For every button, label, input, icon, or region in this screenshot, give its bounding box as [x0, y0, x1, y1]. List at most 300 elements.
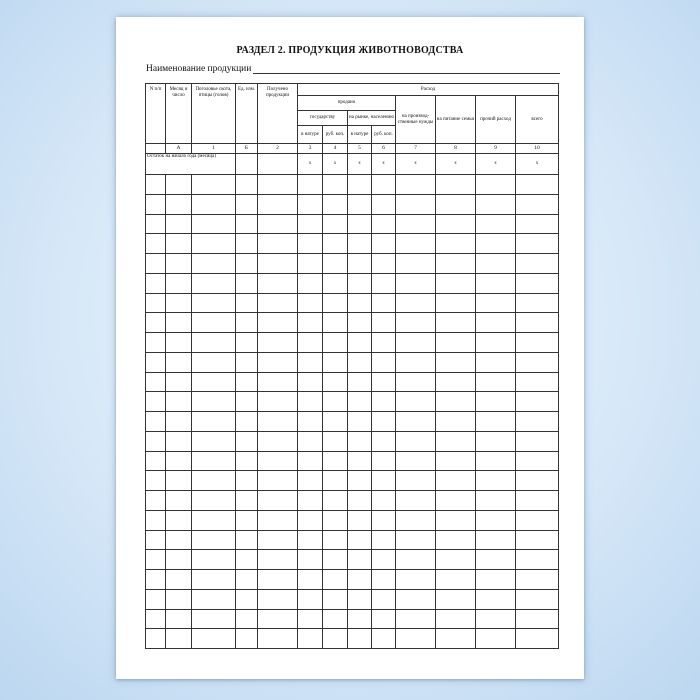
table-cell[interactable]: [372, 293, 396, 313]
table-cell[interactable]: [348, 609, 372, 629]
table-cell[interactable]: [436, 313, 476, 333]
table-cell[interactable]: [476, 214, 516, 234]
table-cell[interactable]: [436, 589, 476, 609]
table-cell[interactable]: [476, 372, 516, 392]
table-cell[interactable]: [516, 333, 559, 353]
table-cell[interactable]: [323, 589, 348, 609]
table-cell[interactable]: [258, 273, 298, 293]
table-cell[interactable]: [516, 392, 559, 412]
table-cell[interactable]: [476, 629, 516, 649]
table-cell[interactable]: [372, 431, 396, 451]
table-cell[interactable]: [348, 214, 372, 234]
table-cell[interactable]: [258, 491, 298, 511]
table-cell[interactable]: [372, 313, 396, 333]
table-cell[interactable]: [236, 629, 258, 649]
table-cell[interactable]: [516, 431, 559, 451]
table-cell[interactable]: [436, 352, 476, 372]
table-cell[interactable]: [348, 293, 372, 313]
table-cell[interactable]: [372, 471, 396, 491]
table-cell[interactable]: [258, 629, 298, 649]
table-cell[interactable]: [298, 273, 323, 293]
table-cell[interactable]: [348, 451, 372, 471]
table-cell[interactable]: [192, 372, 236, 392]
table-cell[interactable]: [236, 293, 258, 313]
table-cell[interactable]: [372, 510, 396, 530]
table-cell[interactable]: [298, 589, 323, 609]
table-cell[interactable]: [323, 570, 348, 590]
table-cell[interactable]: [396, 333, 436, 353]
table-cell[interactable]: [372, 234, 396, 254]
table-cell[interactable]: [298, 313, 323, 333]
table-cell[interactable]: [166, 451, 192, 471]
table-cell[interactable]: [298, 471, 323, 491]
table-cell[interactable]: [146, 254, 166, 274]
table-cell[interactable]: [192, 392, 236, 412]
table-cell[interactable]: [348, 510, 372, 530]
table-cell[interactable]: [516, 609, 559, 629]
table-cell[interactable]: [348, 471, 372, 491]
table-cell[interactable]: [516, 629, 559, 649]
table-cell[interactable]: [348, 313, 372, 333]
table-cell[interactable]: [323, 412, 348, 432]
table-cell[interactable]: [166, 609, 192, 629]
table-cell[interactable]: [396, 372, 436, 392]
table-cell[interactable]: [146, 510, 166, 530]
table-cell[interactable]: [236, 510, 258, 530]
table-cell[interactable]: [258, 431, 298, 451]
table-cell[interactable]: [146, 175, 166, 195]
table-cell[interactable]: [476, 273, 516, 293]
table-cell[interactable]: [258, 254, 298, 274]
table-cell[interactable]: [476, 609, 516, 629]
table-cell[interactable]: [372, 570, 396, 590]
table-cell[interactable]: [166, 372, 192, 392]
table-cell[interactable]: [236, 313, 258, 333]
table-cell[interactable]: [396, 412, 436, 432]
table-cell[interactable]: [396, 550, 436, 570]
table-cell[interactable]: [476, 392, 516, 412]
table-cell[interactable]: [192, 293, 236, 313]
table-cell[interactable]: [372, 392, 396, 412]
table-cell[interactable]: [348, 234, 372, 254]
table-cell[interactable]: [476, 254, 516, 274]
table-cell[interactable]: [298, 491, 323, 511]
table-cell[interactable]: [236, 333, 258, 353]
table-cell[interactable]: [236, 451, 258, 471]
table-cell[interactable]: [323, 471, 348, 491]
table-cell[interactable]: [516, 352, 559, 372]
table-cell[interactable]: [396, 451, 436, 471]
table-cell[interactable]: [236, 570, 258, 590]
table-cell[interactable]: [166, 313, 192, 333]
product-name-field[interactable]: [253, 63, 560, 74]
table-cell[interactable]: [146, 530, 166, 550]
table-cell[interactable]: [146, 491, 166, 511]
table-cell[interactable]: [323, 510, 348, 530]
table-cell[interactable]: [516, 491, 559, 511]
table-cell[interactable]: [298, 431, 323, 451]
table-cell[interactable]: [298, 570, 323, 590]
table-cell[interactable]: [348, 629, 372, 649]
table-cell[interactable]: [476, 352, 516, 372]
table-cell[interactable]: [146, 293, 166, 313]
table-cell[interactable]: [372, 273, 396, 293]
table-cell[interactable]: [192, 175, 236, 195]
table-cell[interactable]: [476, 510, 516, 530]
table-cell[interactable]: [516, 530, 559, 550]
table-cell[interactable]: [236, 175, 258, 195]
table-cell[interactable]: [516, 570, 559, 590]
table-cell[interactable]: [323, 629, 348, 649]
table-cell[interactable]: [192, 491, 236, 511]
table-cell[interactable]: [166, 333, 192, 353]
table-cell[interactable]: [516, 254, 559, 274]
table-cell[interactable]: [236, 589, 258, 609]
table-cell[interactable]: [192, 451, 236, 471]
table-cell[interactable]: [436, 234, 476, 254]
table-cell[interactable]: [323, 293, 348, 313]
table-cell[interactable]: [236, 530, 258, 550]
table-cell[interactable]: [396, 352, 436, 372]
table-cell[interactable]: [146, 451, 166, 471]
table-cell[interactable]: [396, 491, 436, 511]
table-cell[interactable]: [516, 313, 559, 333]
table-cell[interactable]: [323, 431, 348, 451]
table-cell[interactable]: [298, 530, 323, 550]
table-cell[interactable]: [298, 412, 323, 432]
table-cell[interactable]: [323, 372, 348, 392]
table-cell[interactable]: [192, 234, 236, 254]
table-cell[interactable]: [436, 194, 476, 214]
table-cell[interactable]: [236, 154, 258, 175]
table-cell[interactable]: [146, 629, 166, 649]
table-cell[interactable]: [516, 194, 559, 214]
table-cell[interactable]: [348, 392, 372, 412]
table-cell[interactable]: [396, 609, 436, 629]
table-cell[interactable]: [372, 609, 396, 629]
table-cell[interactable]: [192, 550, 236, 570]
table-cell[interactable]: [436, 530, 476, 550]
table-cell[interactable]: [146, 589, 166, 609]
table-cell[interactable]: [236, 254, 258, 274]
table-cell[interactable]: [476, 451, 516, 471]
table-cell[interactable]: [192, 609, 236, 629]
table-cell[interactable]: [436, 175, 476, 195]
table-cell[interactable]: [166, 352, 192, 372]
table-cell[interactable]: [258, 352, 298, 372]
table-cell[interactable]: [146, 471, 166, 491]
table-cell[interactable]: [348, 175, 372, 195]
table-cell[interactable]: [323, 313, 348, 333]
table-cell[interactable]: [236, 412, 258, 432]
table-cell[interactable]: [372, 629, 396, 649]
table-cell[interactable]: [298, 550, 323, 570]
table-cell[interactable]: [396, 234, 436, 254]
table-cell[interactable]: [258, 333, 298, 353]
table-cell[interactable]: [236, 273, 258, 293]
table-cell[interactable]: [348, 372, 372, 392]
table-cell[interactable]: [372, 194, 396, 214]
table-cell[interactable]: [372, 530, 396, 550]
table-cell[interactable]: [258, 530, 298, 550]
table-cell[interactable]: [476, 589, 516, 609]
table-cell[interactable]: [348, 550, 372, 570]
table-cell[interactable]: [396, 510, 436, 530]
table-cell[interactable]: [348, 570, 372, 590]
table-cell[interactable]: [436, 392, 476, 412]
table-cell[interactable]: [258, 570, 298, 590]
table-cell[interactable]: [146, 392, 166, 412]
table-cell[interactable]: [258, 609, 298, 629]
table-cell[interactable]: [166, 510, 192, 530]
table-cell[interactable]: [192, 273, 236, 293]
table-cell[interactable]: [396, 313, 436, 333]
table-cell[interactable]: [166, 175, 192, 195]
table-cell[interactable]: [476, 471, 516, 491]
table-cell[interactable]: [236, 194, 258, 214]
table-cell[interactable]: [166, 234, 192, 254]
table-cell[interactable]: [323, 352, 348, 372]
table-cell[interactable]: [436, 550, 476, 570]
table-cell[interactable]: [298, 234, 323, 254]
table-cell[interactable]: [236, 214, 258, 234]
table-cell[interactable]: [323, 491, 348, 511]
table-cell[interactable]: [323, 273, 348, 293]
table-cell[interactable]: [372, 550, 396, 570]
table-cell[interactable]: [348, 491, 372, 511]
table-cell[interactable]: [476, 530, 516, 550]
table-cell[interactable]: [323, 550, 348, 570]
table-cell[interactable]: [236, 392, 258, 412]
table-cell[interactable]: [258, 550, 298, 570]
table-cell[interactable]: [166, 589, 192, 609]
table-cell[interactable]: [476, 431, 516, 451]
table-cell[interactable]: [166, 392, 192, 412]
table-cell[interactable]: [146, 214, 166, 234]
table-cell[interactable]: [476, 293, 516, 313]
table-cell[interactable]: [146, 609, 166, 629]
table-cell[interactable]: [323, 214, 348, 234]
table-cell[interactable]: [436, 293, 476, 313]
table-cell[interactable]: [348, 194, 372, 214]
table-cell[interactable]: [396, 254, 436, 274]
table-cell[interactable]: [396, 273, 436, 293]
table-cell[interactable]: [258, 392, 298, 412]
table-cell[interactable]: [372, 451, 396, 471]
table-cell[interactable]: [348, 412, 372, 432]
table-cell[interactable]: [436, 431, 476, 451]
table-cell[interactable]: [192, 570, 236, 590]
table-cell[interactable]: [258, 293, 298, 313]
table-cell[interactable]: [372, 352, 396, 372]
table-cell[interactable]: [146, 412, 166, 432]
table-cell[interactable]: [298, 254, 323, 274]
table-cell[interactable]: [166, 214, 192, 234]
table-cell[interactable]: [476, 194, 516, 214]
table-cell[interactable]: [516, 451, 559, 471]
table-cell[interactable]: [192, 313, 236, 333]
table-cell[interactable]: [258, 412, 298, 432]
table-cell[interactable]: [348, 254, 372, 274]
table-cell[interactable]: [396, 293, 436, 313]
table-cell[interactable]: [323, 234, 348, 254]
table-cell[interactable]: [192, 333, 236, 353]
table-cell[interactable]: [516, 214, 559, 234]
table-cell[interactable]: [192, 194, 236, 214]
table-cell[interactable]: [372, 175, 396, 195]
table-cell[interactable]: [372, 333, 396, 353]
table-cell[interactable]: [476, 175, 516, 195]
table-cell[interactable]: [323, 194, 348, 214]
table-cell[interactable]: [192, 629, 236, 649]
table-cell[interactable]: [396, 175, 436, 195]
table-cell[interactable]: [516, 471, 559, 491]
table-cell[interactable]: [476, 313, 516, 333]
table-cell[interactable]: [146, 273, 166, 293]
table-cell[interactable]: [396, 570, 436, 590]
table-cell[interactable]: [348, 352, 372, 372]
table-cell[interactable]: [396, 431, 436, 451]
table-cell[interactable]: [436, 629, 476, 649]
table-cell[interactable]: [516, 175, 559, 195]
table-cell[interactable]: [146, 372, 166, 392]
table-cell[interactable]: [396, 589, 436, 609]
table-cell[interactable]: [516, 273, 559, 293]
table-cell[interactable]: [146, 550, 166, 570]
table-cell[interactable]: [166, 530, 192, 550]
table-cell[interactable]: [348, 333, 372, 353]
table-cell[interactable]: [166, 273, 192, 293]
table-cell[interactable]: [166, 629, 192, 649]
table-cell[interactable]: [192, 214, 236, 234]
table-cell[interactable]: [146, 194, 166, 214]
table-cell[interactable]: [192, 352, 236, 372]
table-cell[interactable]: [166, 293, 192, 313]
table-cell[interactable]: [436, 412, 476, 432]
table-cell[interactable]: [146, 352, 166, 372]
table-cell[interactable]: [436, 214, 476, 234]
table-cell[interactable]: [166, 431, 192, 451]
table-cell[interactable]: [323, 175, 348, 195]
table-cell[interactable]: [298, 214, 323, 234]
table-cell[interactable]: [236, 234, 258, 254]
table-cell[interactable]: [372, 589, 396, 609]
table-cell[interactable]: [166, 570, 192, 590]
table-cell[interactable]: [298, 333, 323, 353]
table-cell[interactable]: [516, 412, 559, 432]
table-cell[interactable]: [476, 570, 516, 590]
table-cell[interactable]: [146, 313, 166, 333]
table-cell[interactable]: [258, 510, 298, 530]
table-cell[interactable]: [258, 451, 298, 471]
table-cell[interactable]: [166, 412, 192, 432]
table-cell[interactable]: [258, 471, 298, 491]
table-cell[interactable]: [436, 254, 476, 274]
table-cell[interactable]: [372, 254, 396, 274]
table-cell[interactable]: [396, 214, 436, 234]
table-cell[interactable]: [323, 451, 348, 471]
table-cell[interactable]: [516, 234, 559, 254]
table-cell[interactable]: [236, 431, 258, 451]
table-cell[interactable]: [258, 194, 298, 214]
table-cell[interactable]: [192, 471, 236, 491]
table-cell[interactable]: [166, 550, 192, 570]
table-cell[interactable]: [146, 234, 166, 254]
table-cell[interactable]: [298, 194, 323, 214]
table-cell[interactable]: [236, 609, 258, 629]
table-cell[interactable]: [236, 550, 258, 570]
table-cell[interactable]: [516, 589, 559, 609]
table-cell[interactable]: [258, 154, 298, 175]
table-cell[interactable]: [236, 352, 258, 372]
table-cell[interactable]: [372, 491, 396, 511]
table-cell[interactable]: [166, 471, 192, 491]
table-cell[interactable]: [146, 333, 166, 353]
table-cell[interactable]: [258, 175, 298, 195]
table-cell[interactable]: [436, 372, 476, 392]
table-cell[interactable]: [166, 491, 192, 511]
table-cell[interactable]: [372, 412, 396, 432]
table-cell[interactable]: [192, 254, 236, 274]
table-cell[interactable]: [396, 392, 436, 412]
table-cell[interactable]: [192, 589, 236, 609]
table-cell[interactable]: [516, 293, 559, 313]
table-cell[interactable]: [258, 234, 298, 254]
table-cell[interactable]: [258, 313, 298, 333]
table-cell[interactable]: [436, 333, 476, 353]
table-cell[interactable]: [396, 629, 436, 649]
table-cell[interactable]: [298, 175, 323, 195]
table-cell[interactable]: [166, 254, 192, 274]
table-cell[interactable]: [348, 431, 372, 451]
table-cell[interactable]: [298, 352, 323, 372]
table-cell[interactable]: [476, 234, 516, 254]
table-cell[interactable]: [436, 491, 476, 511]
table-cell[interactable]: [348, 589, 372, 609]
table-cell[interactable]: [258, 589, 298, 609]
table-cell[interactable]: [436, 471, 476, 491]
table-cell[interactable]: [476, 333, 516, 353]
table-cell[interactable]: [436, 451, 476, 471]
table-cell[interactable]: [476, 412, 516, 432]
table-cell[interactable]: [372, 214, 396, 234]
table-cell[interactable]: [298, 451, 323, 471]
table-cell[interactable]: [396, 530, 436, 550]
table-cell[interactable]: [436, 510, 476, 530]
table-cell[interactable]: [236, 372, 258, 392]
table-cell[interactable]: [323, 530, 348, 550]
table-cell[interactable]: [516, 372, 559, 392]
table-cell[interactable]: [298, 293, 323, 313]
table-cell[interactable]: [298, 609, 323, 629]
table-cell[interactable]: [436, 609, 476, 629]
table-cell[interactable]: [192, 431, 236, 451]
table-cell[interactable]: [396, 194, 436, 214]
table-cell[interactable]: [298, 629, 323, 649]
table-cell[interactable]: [192, 412, 236, 432]
table-cell[interactable]: [323, 609, 348, 629]
table-cell[interactable]: [476, 550, 516, 570]
table-cell[interactable]: [298, 510, 323, 530]
table-cell[interactable]: [516, 510, 559, 530]
table-cell[interactable]: [396, 471, 436, 491]
table-cell[interactable]: [258, 372, 298, 392]
table-cell[interactable]: [372, 372, 396, 392]
table-cell[interactable]: [323, 333, 348, 353]
table-cell[interactable]: [298, 372, 323, 392]
table-cell[interactable]: [323, 254, 348, 274]
table-cell[interactable]: [323, 392, 348, 412]
